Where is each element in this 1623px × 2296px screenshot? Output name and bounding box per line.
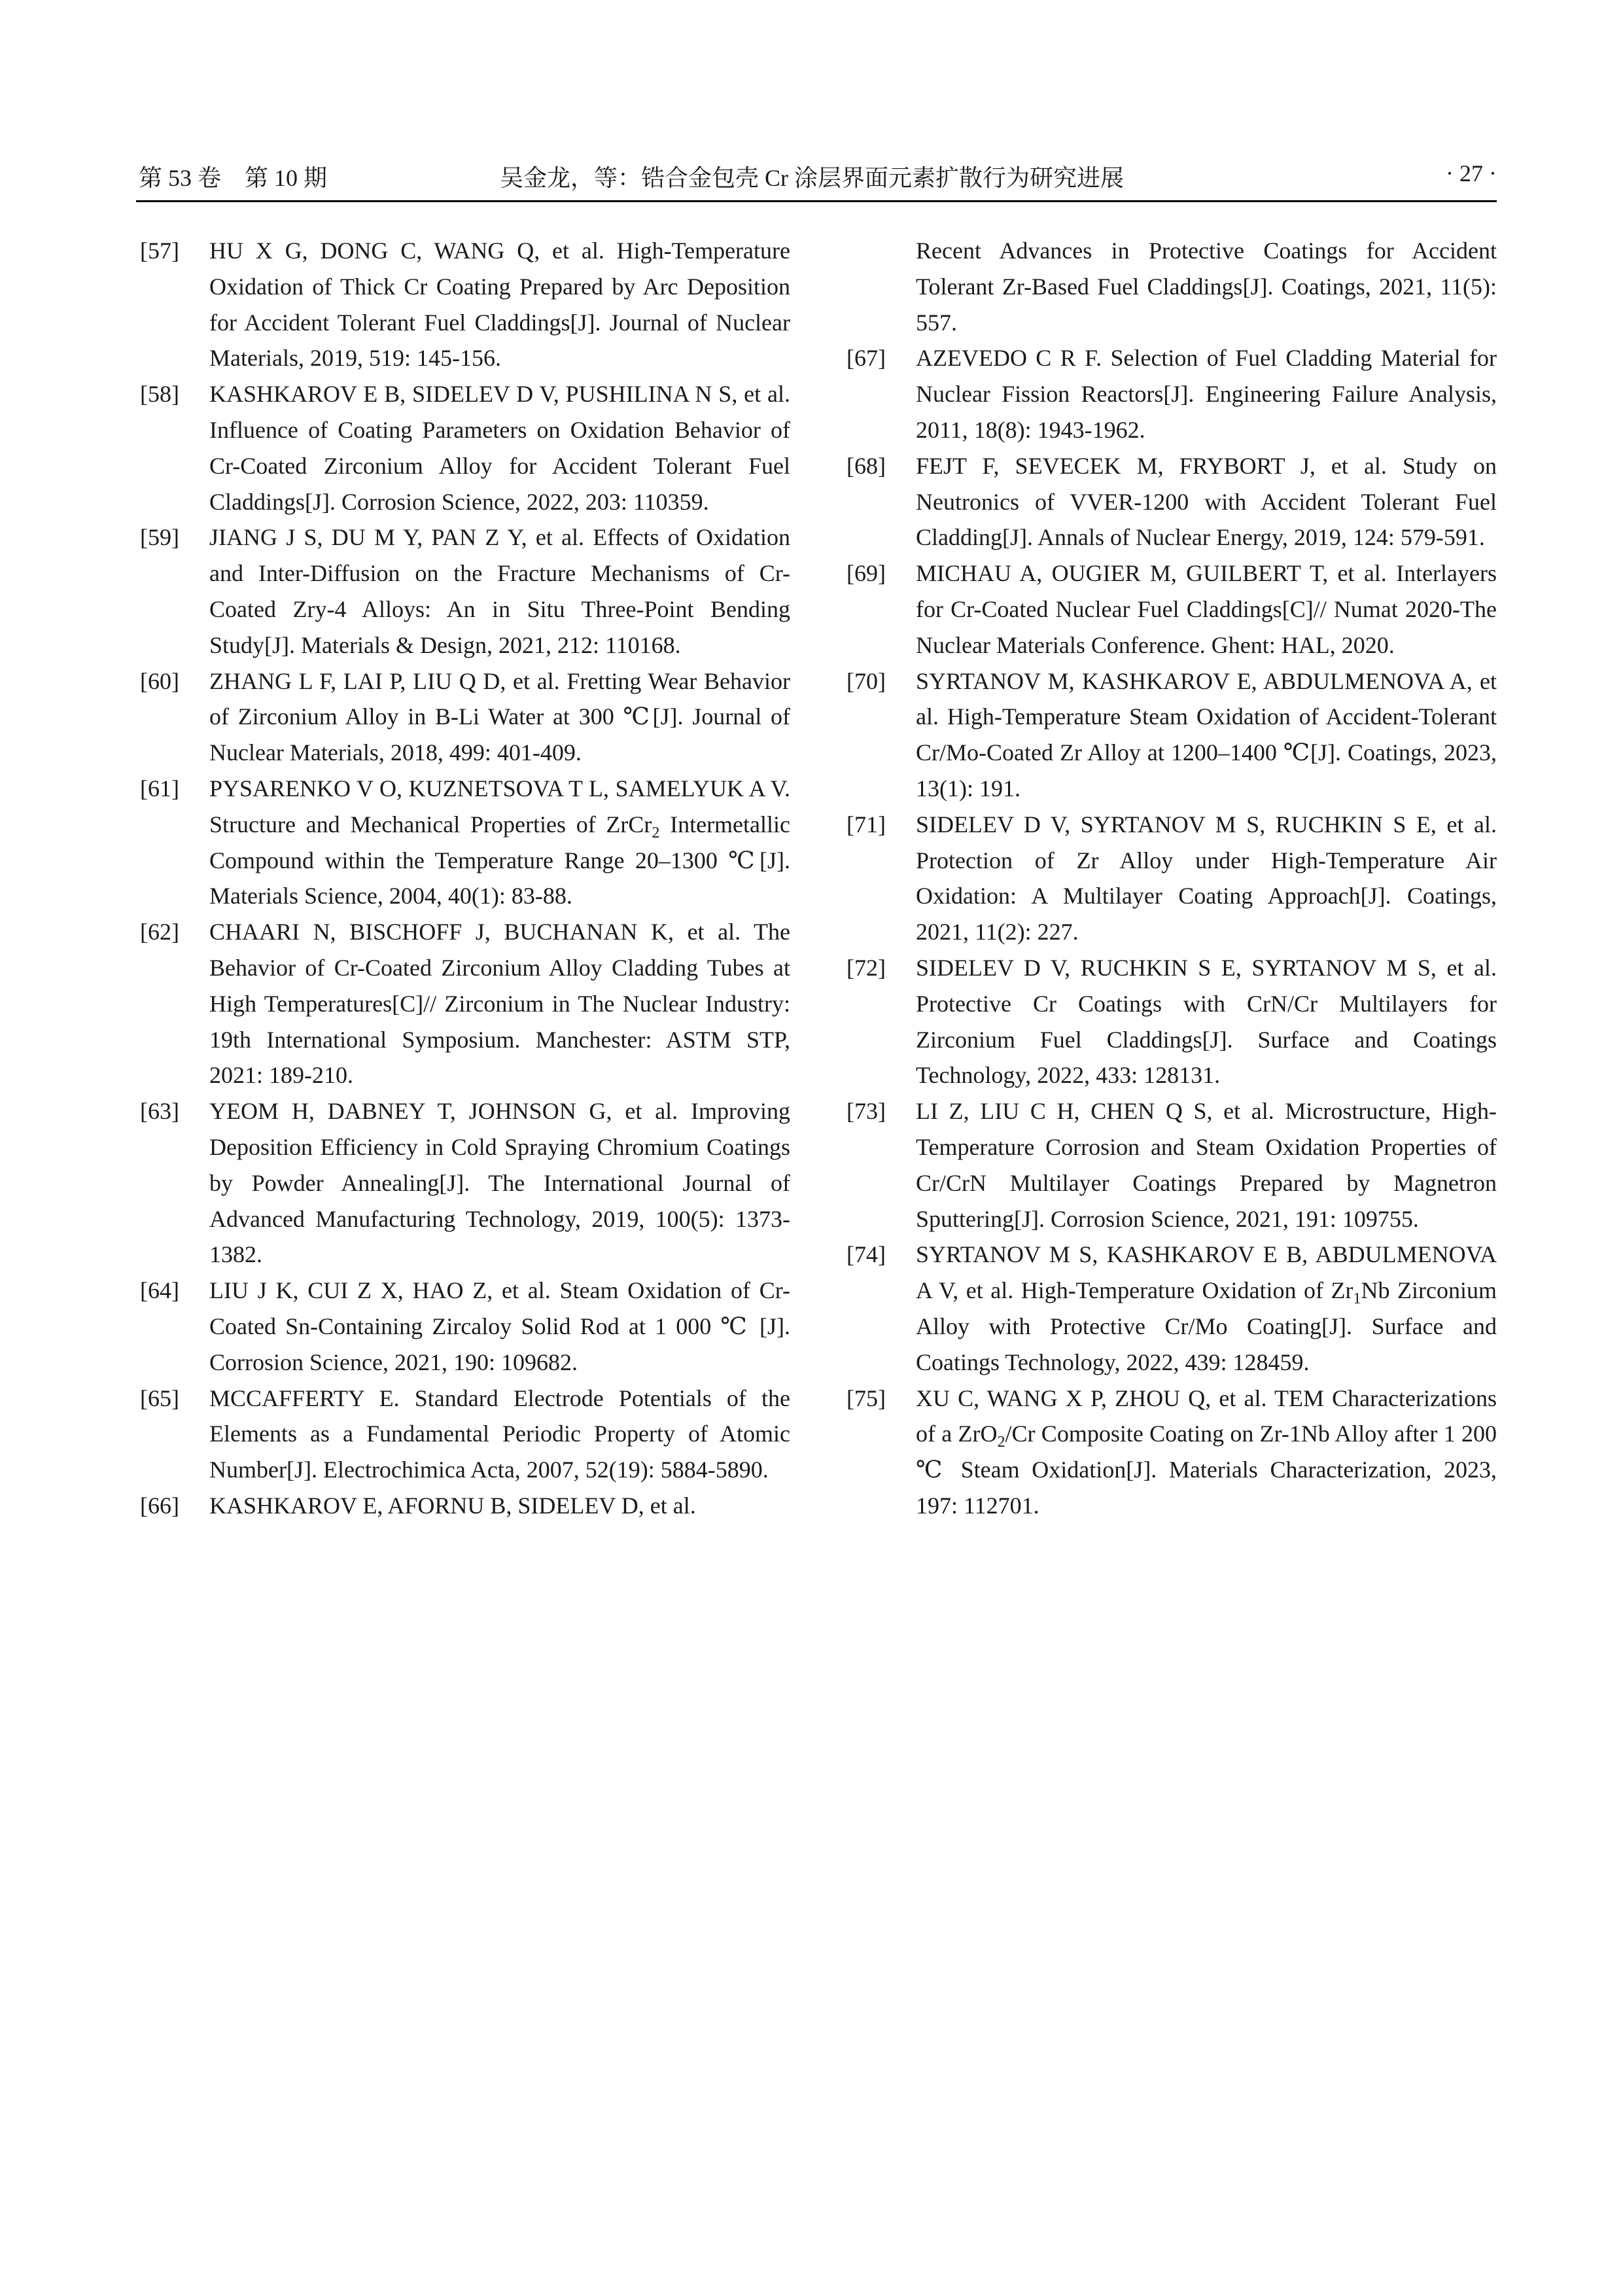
reference-number: [63] — [140, 1098, 179, 1125]
reference-item — [136, 663, 790, 771]
reference-item — [136, 233, 790, 376]
reference-item — [843, 448, 1497, 556]
reference-item — [136, 1488, 790, 1524]
subscript: 1 — [1353, 1290, 1361, 1308]
reference-number: [61] — [140, 775, 179, 802]
reference-item — [136, 1381, 790, 1488]
running-header — [136, 157, 1497, 202]
reference-item — [843, 1093, 1497, 1237]
reference-text: Intermetallic Compound within the Temperature Range 20–1300 ℃[J]. Materials Science, 2004, 40(1): 83-88. — [209, 811, 790, 910]
reference-text: HU X G, DONG C, WANG Q, et al. High-Temperature Oxidation of Thick Cr Coating Prepared by Arc Deposition for Accident Tolerant Fuel Claddings[J]. Journal of Nuclear Materials, 2019, 519: 145-156. — [209, 238, 790, 372]
reference-number: [59] — [140, 524, 179, 551]
reference-item — [843, 340, 1497, 448]
reference-number: [68] — [846, 452, 886, 479]
reference-item — [843, 1381, 1497, 1524]
reference-text: SIDELEV D V, SYRTANOV M S, RUCHKIN S E, et al. Protection of Zr Alloy under High-Temperature Air Oxidation: A Multilayer Coating Approach[J]. Coatings, 2021, 11(2): 227. — [916, 811, 1497, 945]
reference-number: [70] — [846, 667, 886, 694]
reference-number: [65] — [140, 1385, 179, 1411]
reference-text: LI Z, LIU C H, CHEN Q S, et al. Microstructure, High-Temperature Corrosion and Steam Oxidation Properties of Cr/CrN Multilayer Coatings Prepared by Magnetron Sputtering[J]. Corrosion Science, 2021, 191: 109755. — [916, 1098, 1497, 1232]
reference-continuation: Recent Advances in Protective Coatings for Accident Tolerant Zr-Based Fuel Claddings[J]. Coatings, 2021, 11(5): 557. — [916, 238, 1497, 336]
reference-number: [64] — [140, 1277, 179, 1304]
reference-text: SYRTANOV M, KASHKAROV E, ABDULMENOVA A, et al. High-Temperature Steam Oxidation of Accident-Tolerant Cr/Mo-Coated Zr Alloy at 1200–1400 ℃[J]. Coatings, 2023, 13(1): 191. — [916, 667, 1497, 802]
reference-text: SYRTANOV M S, KASHKAROV E B, ABDULMENOVA A V, et al. High-Temperature Oxidation of Zr — [916, 1241, 1497, 1304]
reference-item — [843, 1237, 1497, 1380]
reference-item — [136, 376, 790, 520]
reference-text: MICHAU A, OUGIER M, GUILBERT T, et al. Interlayers for Cr-Coated Nuclear Fuel Claddings[C]// Numat 2020-The Nuclear Materials Conference. Ghent: HAL, 2020. — [916, 560, 1497, 658]
reference-number: [62] — [140, 919, 179, 945]
reference-number: [69] — [846, 560, 886, 587]
reference-number: [66] — [140, 1492, 179, 1519]
reference-number: [58] — [140, 381, 179, 408]
reference-number: [60] — [140, 667, 179, 694]
reference-text: CHAARI N, BISCHOFF J, BUCHANAN K, et al. The Behavior of Cr-Coated Zirconium Alloy Cladding Tubes at High Temperatures[C]// Zirconium in The Nuclear Industry: 19th International Symposium. Manchester: ASTM STP, 2021: 189-210. — [209, 919, 790, 1089]
reference-text: SIDELEV D V, RUCHKIN S E, SYRTANOV M S, et al. Protective Cr Coatings with CrN/Cr Multilayers for Zirconium Fuel Claddings[J]. Surface and Coatings Technology, 2022, 433: 128131. — [916, 954, 1497, 1089]
reference-item — [843, 663, 1497, 807]
running-title: 吴金龙，等：锆合金包壳 Cr 涂层界面元素扩散行为研究进展 — [500, 165, 1125, 191]
reference-item — [136, 914, 790, 1093]
reference-item — [843, 807, 1497, 950]
reference-text: YEOM H, DABNEY T, JOHNSON G, et al. Improving Deposition Efficiency in Cold Spraying Chromium Coatings by Powder Annealing[J]. The International Journal of Advanced Manufacturing Technology, 2019, 100(5): 1373-1382. — [209, 1098, 790, 1268]
reference-text: /Cr Composite Coating on Zr-1Nb Alloy after 1 200 ℃ Steam Oxidation[J]. Materials Characterization, 2023, 197: 112701. — [916, 1421, 1497, 1519]
reference-number: [73] — [846, 1098, 886, 1125]
reference-text: Nb Zirconium Alloy with Protective Cr/Mo Coating[J]. Surface and Coatings Technology, 2022, 439: 128459. — [916, 1277, 1497, 1375]
reference-text: ZHANG L F, LAI P, LIU Q D, et al. Fretting Wear Behavior of Zirconium Alloy in B-Li Water at 300 ℃[J]. Journal of Nuclear Materials, 2018, 499: 401-409. — [209, 667, 790, 766]
volume-issue: 第 53 卷 第 10 期 — [139, 165, 328, 191]
reference-text: PYSARENKO V O, KUZNETSOVA T L, SAMELYUK A V. Structure and Mechanical Properties of ZrCr — [209, 775, 790, 838]
reference-number: [67] — [846, 345, 886, 372]
reference-column-right — [843, 233, 1497, 1524]
reference-text: AZEVEDO C R F. Selection of Fuel Cladding Material for Nuclear Fission Reactors[J]. Engineering Failure Analysis, 2011, 18(8): 1943-1962. — [916, 345, 1497, 443]
reference-number: [71] — [846, 811, 886, 838]
subscript: 2 — [652, 824, 660, 841]
reference-number: [74] — [846, 1241, 886, 1268]
reference-number: [72] — [846, 954, 886, 981]
reference-text: KASHKAROV E B, SIDELEV D V, PUSHILINA N S, et al. Influence of Coating Parameters on Oxidation Behavior of Cr-Coated Zirconium Alloy for Accident Tolerant Fuel Claddings[J]. Corrosion Science, 2022, 203: 110359. — [209, 381, 790, 515]
reference-item — [136, 520, 790, 663]
reference-text: KASHKAROV E, AFORNU B, SIDELEV D, et al. — [209, 1492, 696, 1519]
reference-text: FEJT F, SEVECEK M, FRYBORT J, et al. Study on Neutronics of VVER-1200 with Accident Tolerant Fuel Cladding[J]. Annals of Nuclear Energy, 2019, 124: 579-591. — [916, 452, 1497, 551]
reference-item — [136, 1093, 790, 1273]
subscript: 2 — [997, 1434, 1005, 1451]
reference-item — [136, 1273, 790, 1380]
reference-text: MCCAFFERTY E. Standard Electrode Potentials of the Elements as a Fundamental Periodic Property of Atomic Number[J]. Electrochimica Acta, 2007, 52(19): 5884-5890. — [209, 1385, 790, 1483]
page-number: · 27 · — [1446, 160, 1497, 186]
reference-text: XU C, WANG X P, ZHOU Q, et al. TEM Characterizations of a ZrO — [916, 1385, 1497, 1447]
reference-item — [136, 771, 790, 914]
reference-text: LIU J K, CUI Z X, HAO Z, et al. Steam Oxidation of Cr-Coated Sn-Containing Zircaloy Solid Rod at 1 000 ℃ [J]. Corrosion Science, 2021, 190: 109682. — [209, 1277, 790, 1375]
reference-text: JIANG J S, DU M Y, PAN Z Y, et al. Effects of Oxidation and Inter-Diffusion on the Fracture Mechanisms of Cr-Coated Zry-4 Alloys: An in Situ Three-Point Bending Study[J]. Materials & Design, 2021, 212: 110168. — [209, 524, 790, 658]
reference-column-left — [136, 233, 790, 1524]
reference-item — [843, 950, 1497, 1093]
reference-number: [75] — [846, 1385, 886, 1411]
reference-item — [843, 556, 1497, 663]
reference-number: [57] — [140, 238, 179, 264]
